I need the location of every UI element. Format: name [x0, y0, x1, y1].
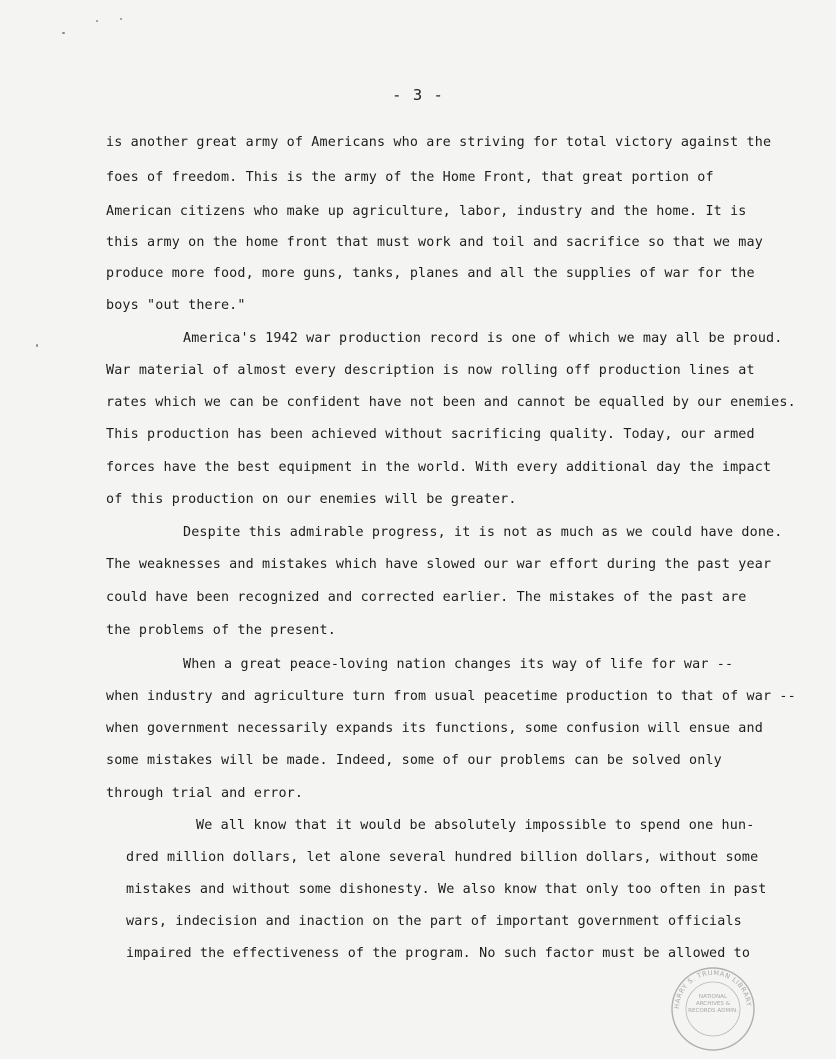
text-line: American citizens who make up agriculture, labor, industry and the home. It is	[106, 204, 747, 219]
text-line: America's 1942 war production record is one of which we may all be proud.	[183, 331, 783, 346]
text-line: the problems of the present.	[106, 623, 336, 638]
text-line: produce more food, more guns, tanks, planes and all the supplies of war for the	[106, 266, 755, 281]
text-line: War material of almost every description is now rolling off production lines at	[106, 363, 755, 378]
paper-speck	[62, 32, 65, 34]
library-stamp	[670, 966, 756, 1052]
text-line: when government necessarily expands its functions, some confusion will ensue and	[106, 721, 763, 736]
text-line: We all know that it would be absolutely impossible to spend one hun-	[196, 818, 755, 833]
text-line: This production has been achieved without sacrificing quality. Today, our armed	[106, 427, 755, 442]
text-line: wars, indecision and inaction on the part of important government officials	[126, 914, 742, 929]
text-line: forces have the best equipment in the world. With every additional day the impact	[106, 460, 772, 475]
paper-speck	[120, 18, 122, 20]
text-line: rates which we can be confident have not been and cannot be equalled by our enemies.	[106, 395, 796, 410]
stamp-center-text: NATIONAL ARCHIVES & RECORDS ADMIN.	[688, 994, 738, 1014]
paper-speck	[36, 344, 38, 347]
paper-speck	[96, 20, 98, 22]
text-line: The weaknesses and mistakes which have slowed our war effort during the past year	[106, 557, 772, 572]
text-line: could have been recognized and corrected earlier. The mistakes of the past are	[106, 590, 747, 605]
text-line: through trial and error.	[106, 786, 304, 801]
stamp-ring-text: HARRY S. TRUMAN LIBRARY	[672, 968, 753, 1010]
text-line: this army on the home front that must work and toil and sacrifice so that we may	[106, 235, 763, 250]
text-line: mistakes and without some dishonesty. We also know that only too often in past	[126, 882, 767, 897]
text-line: dred million dollars, let alone several hundred billion dollars, without some	[126, 850, 759, 865]
text-line: is another great army of Americans who are striving for total victory against the	[106, 135, 772, 150]
text-line: when industry and agriculture turn from usual peacetime production to that of war --	[106, 689, 796, 704]
text-line: When a great peace-loving nation changes its way of life for war --	[183, 657, 734, 672]
text-line: Despite this admirable progress, it is not as much as we could have done.	[183, 525, 783, 540]
text-line: some mistakes will be made. Indeed, some of our problems can be solved only	[106, 753, 722, 768]
text-line: foes of freedom. This is the army of the Home Front, that great portion of	[106, 170, 714, 185]
text-line: of this production on our enemies will be greater.	[106, 492, 517, 507]
text-line: impaired the effectiveness of the program. No such factor must be allowed to	[126, 946, 751, 961]
page-number: - 3 -	[392, 86, 444, 104]
text-line: boys "out there."	[106, 298, 246, 313]
